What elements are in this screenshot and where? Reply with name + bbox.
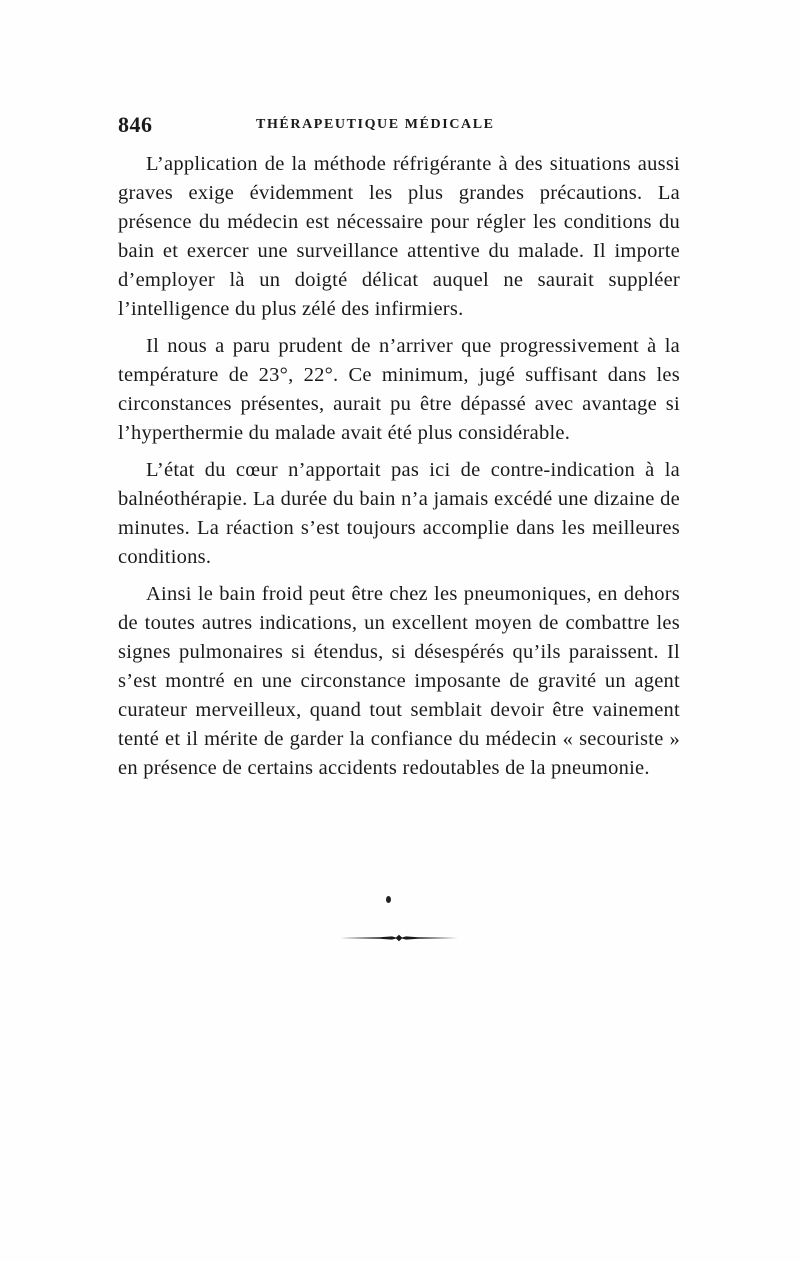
tailpiece-ornament-icon	[340, 934, 458, 942]
ink-dot	[386, 896, 391, 903]
paragraph: Il nous a paru prudent de n’arriver que progressivement à la température de 23°, 22°. Ce minimum, jugé suffisant dans les circonstances présentes, aurait pu être dépassé avec avantage si l’hyperthermie du malade avait été plus considérable.	[118, 335, 680, 444]
running-title: THÉRAPEUTIQUE MÉDICALE	[256, 117, 495, 132]
paragraph: L’état du cœur n’apportait pas ici de contre-indication à la balnéothérapie. La durée du bain n’a jamais excédé une dizaine de minutes. La réaction s’est toujours accomplie dans les meilleures conditions.	[118, 459, 680, 568]
paragraph: Ainsi le bain froid peut être chez les pneumoniques, en dehors de toutes autres indications, un excellent moyen de combattre les signes pulmonaires si étendus, si désespérés qu’ils paraissent. Il s’est montré en une circonstance imposante de gravité un agent curateur merveilleux, quand tout semblait devoir être vainement tenté et il mérite de garder la confiance du médecin « secouriste » en présence de certains accidents redoutables de la pneumonie.	[118, 583, 680, 779]
page-number: 846	[118, 112, 153, 137]
paragraph: L’application de la méthode réfrigérante à des situations aussi graves exige évidemment les plus grandes précautions. La présence du médecin est nécessaire pour régler les conditions du bain et exercer une surveillance attentive du malade. Il importe d’employer là un doigté délicat auquel ne saurait suppléer l’intelligence du plus zélé des infirmiers.	[118, 153, 680, 320]
body-text	[118, 150, 680, 791]
running-head	[118, 112, 688, 142]
